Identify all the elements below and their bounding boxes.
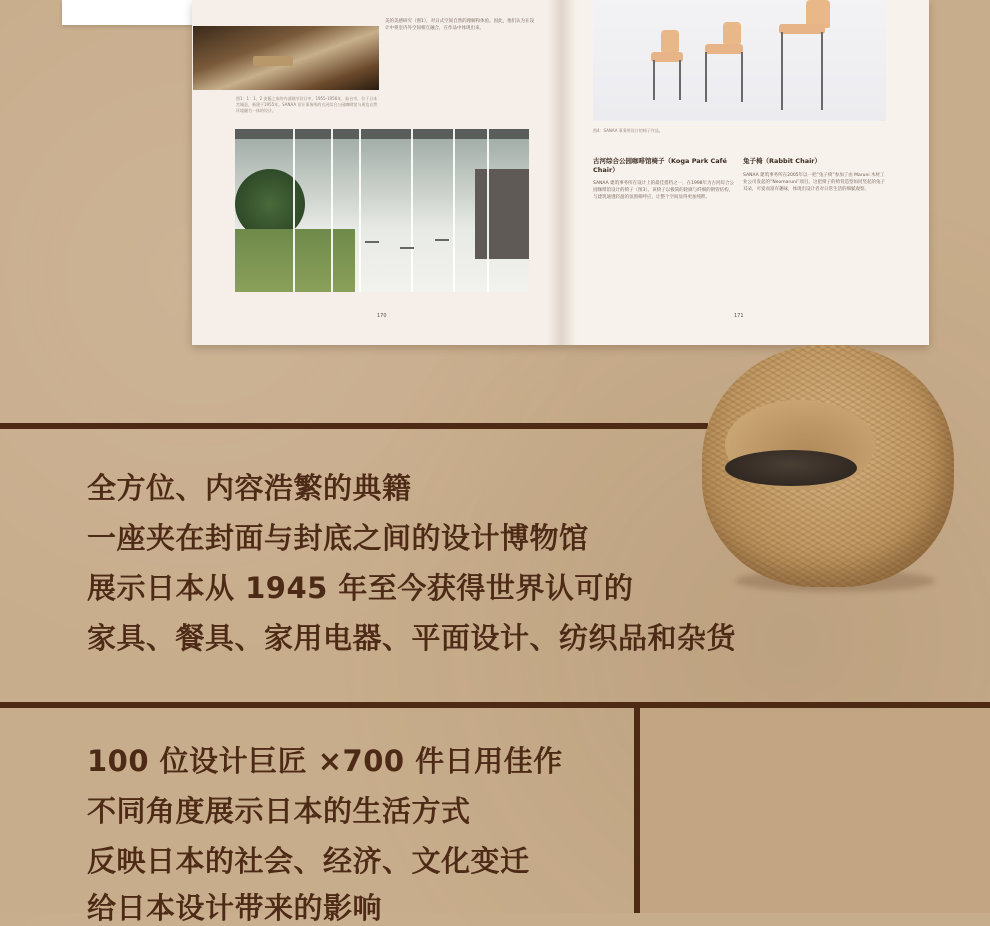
chair-seat xyxy=(779,24,825,34)
chair-back xyxy=(723,22,741,44)
interior-photo xyxy=(193,26,379,90)
chair-leg xyxy=(821,32,823,110)
rabbit-chair-heading: 兔子椅（Rabbit Chair） xyxy=(743,157,822,165)
section1-line-3: 展示日本从 1945 年至今获得世界认可的 xyxy=(87,571,634,605)
wicker-chair-image xyxy=(700,345,956,595)
right-page-number: 171 xyxy=(734,313,744,319)
cafe-wall xyxy=(475,169,529,259)
cafe-column xyxy=(411,129,413,292)
section1-line-1: 全方位、内容浩繁的典籍 xyxy=(87,471,412,505)
cafe-table xyxy=(400,247,414,249)
left-page-caption: 图1：1：1，2 安藤之家的内部细节设计中，1955-1956年，仙台市，位于日本宫城县，新建于1955年。SANAA 设计事务所的古河综合公园咖啡馆与周边自然环境融为一体的设计。 xyxy=(236,96,378,113)
chair-leg xyxy=(679,60,681,100)
chair-back xyxy=(661,30,679,52)
divider-top xyxy=(0,423,708,429)
chair-leg xyxy=(705,52,707,102)
section1-line-2: 一座夹在封面与封底之间的设计博物馆 xyxy=(87,521,589,555)
right-page-photo-caption: 图4：SANAA 事务所设计的椅子作品。 xyxy=(593,128,663,133)
chair-seat xyxy=(705,44,743,54)
koga-chair-text: SANAA 建筑事务所在设计上的最佳搭档之一，在1998年为古河综合公园咖啡馆设计的椅子（图3）。该椅子以极简的轮廓与纤细的钢管结构，与建筑通透轻盈的氛围相呼应，让整个空间显得更加纯粹。 xyxy=(593,181,735,200)
cafe-column xyxy=(359,129,361,292)
chair-leg xyxy=(653,60,655,100)
cafe-column xyxy=(331,129,333,292)
section1-line-4: 家具、餐具、家用电器、平面设计、纺织品和杂货 xyxy=(87,621,737,655)
section2-line-3: 反映日本的社会、经济、文化变迁 xyxy=(87,844,530,878)
koga-chair-heading: 古河综合公园咖啡馆椅子（Koga Park Café Chair） xyxy=(593,157,727,174)
cafe-ceiling xyxy=(235,129,529,139)
section2-line-2: 不同角度展示日本的生活方式 xyxy=(87,794,471,828)
cafe-table xyxy=(365,241,379,243)
left-page-body-text: 美的美感研究（图1），对日式空间自然的理解和体验。因此，他们认为在设计中将室内外空间相互融合，在作品中体现出来。 xyxy=(385,19,535,31)
lower-right-panel xyxy=(640,710,990,913)
section2-line-4: 给日本设计带来的影响 xyxy=(87,891,383,925)
book-spine xyxy=(547,0,577,345)
cafe-column xyxy=(293,129,295,292)
cafe-column xyxy=(487,129,489,292)
cafe-photo xyxy=(235,129,529,292)
section2-line-1: 100 位设计巨匠 ×700 件日用佳作 xyxy=(87,744,563,778)
chairs-photo xyxy=(593,0,886,121)
rabbit-chair-text: SANAA 建筑事务所在2005年以一把“兔子椅”参加了由 Maruni 木材工业公司发起的“Neomaruni”项目。这把椅子的椅背造型如同竖起的兔子耳朵，可爱而富有趣味，体现出设计者对日常生活的细腻观察。 xyxy=(743,173,885,192)
divider-vertical xyxy=(634,708,640,913)
cafe-table xyxy=(435,239,449,241)
cafe-grass xyxy=(235,229,355,292)
chair-leg xyxy=(781,32,783,110)
chair-leg xyxy=(741,52,743,102)
wicker-chair-cushion xyxy=(725,450,857,486)
cafe-column xyxy=(453,129,455,292)
divider-middle xyxy=(0,702,990,708)
book-left-page xyxy=(192,0,562,345)
left-page-number: 170 xyxy=(377,313,387,319)
